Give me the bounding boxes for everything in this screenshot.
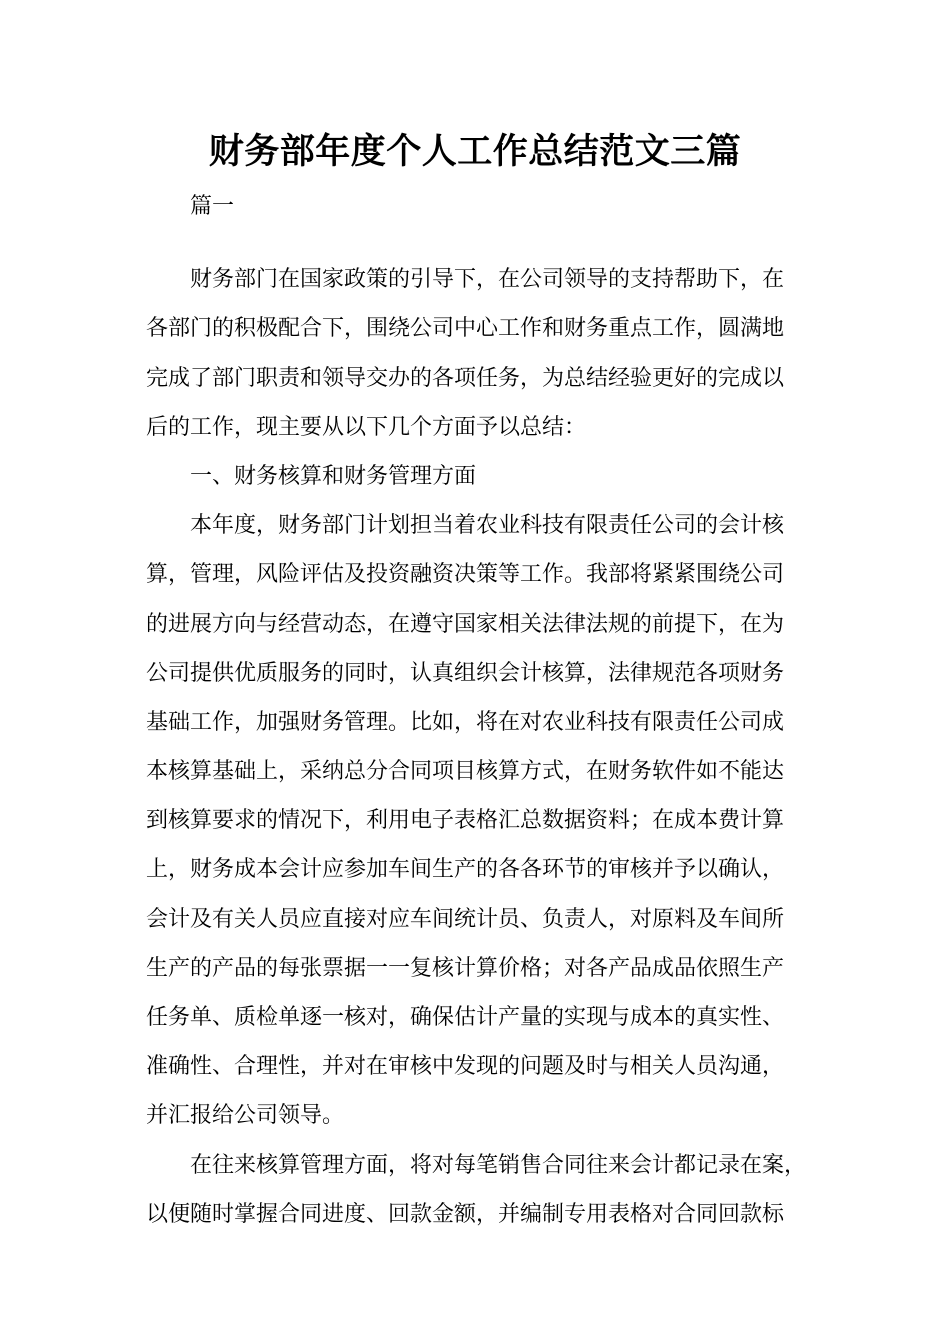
paragraph-3-line-12: 准确性、合理性，并对在审核中发现的问题及时与相关人员沟通， bbox=[146, 1054, 785, 1080]
paragraph-3-line-2: 算，管理，风险评估及投资融资决策等工作。我部将紧紧围绕公司 bbox=[146, 562, 785, 588]
paragraph-1-line-1: 财务部门在国家政策的引导下，在公司领导的支持帮助下，在 bbox=[190, 267, 785, 293]
section-label: 篇一 bbox=[190, 194, 235, 219]
paragraph-1-line-3: 完成了部门职责和领导交办的各项任务，为总结经验更好的完成以 bbox=[146, 365, 785, 391]
paragraph-3-line-10: 生产的产品的每张票据一一复核计算价格；对各产品成品依照生产 bbox=[146, 955, 785, 981]
paragraph-1-line-2: 各部门的积极配合下，围绕公司中心工作和财务重点工作，圆满地 bbox=[146, 316, 785, 342]
paragraph-3-line-7: 到核算要求的情况下，利用电子表格汇总数据资料；在成本费计算 bbox=[146, 808, 785, 834]
paragraph-3-line-5: 基础工作，加强财务管理。比如，将在对农业科技有限责任公司成 bbox=[146, 709, 785, 735]
paragraph-4-line-1: 在往来核算管理方面，将对每笔销售合同往来会计都记录在案， bbox=[190, 1152, 807, 1178]
document-body bbox=[146, 182, 836, 1239]
paragraph-3-line-8: 上，财务成本会计应参加车间生产的各各环节的审核并予以确认， bbox=[146, 857, 785, 883]
paragraph-3-line-13: 并汇报给公司领导。 bbox=[146, 1103, 345, 1129]
paragraph-4-line-2: 以便随时掌握合同进度、回款金额，并编制专用表格对合同回款标 bbox=[146, 1201, 785, 1227]
paragraph-3-line-1: 本年度，财务部门计划担当着农业科技有限责任公司的会计核 bbox=[190, 513, 785, 539]
document-title: 财务部年度个人工作总结范文三篇 bbox=[208, 131, 742, 172]
paragraph-1-line-4: 后的工作，现主要从以下几个方面予以总结： bbox=[146, 414, 587, 440]
paragraph-3-line-9: 会计及有关人员应直接对应车间统计员、负责人，对原料及车间所 bbox=[146, 906, 785, 932]
paragraph-3-line-11: 任务单、质检单逐一核对，确保估计产量的实现与成本的真实性、 bbox=[146, 1005, 785, 1030]
paragraph-3-line-4: 公司提供优质服务的同时，认真组织会计核算，法律规范各项财务 bbox=[146, 660, 785, 686]
paragraph-3-line-6: 本核算基础上，采纳总分合同项目核算方式，在财务软件如不能达 bbox=[146, 759, 785, 785]
paragraph-3-line-3: 的进展方向与经营动态，在遵守国家相关法律法规的前提下，在为 bbox=[146, 611, 785, 637]
section-heading-1: 一、财务核算和财务管理方面 bbox=[190, 463, 477, 489]
